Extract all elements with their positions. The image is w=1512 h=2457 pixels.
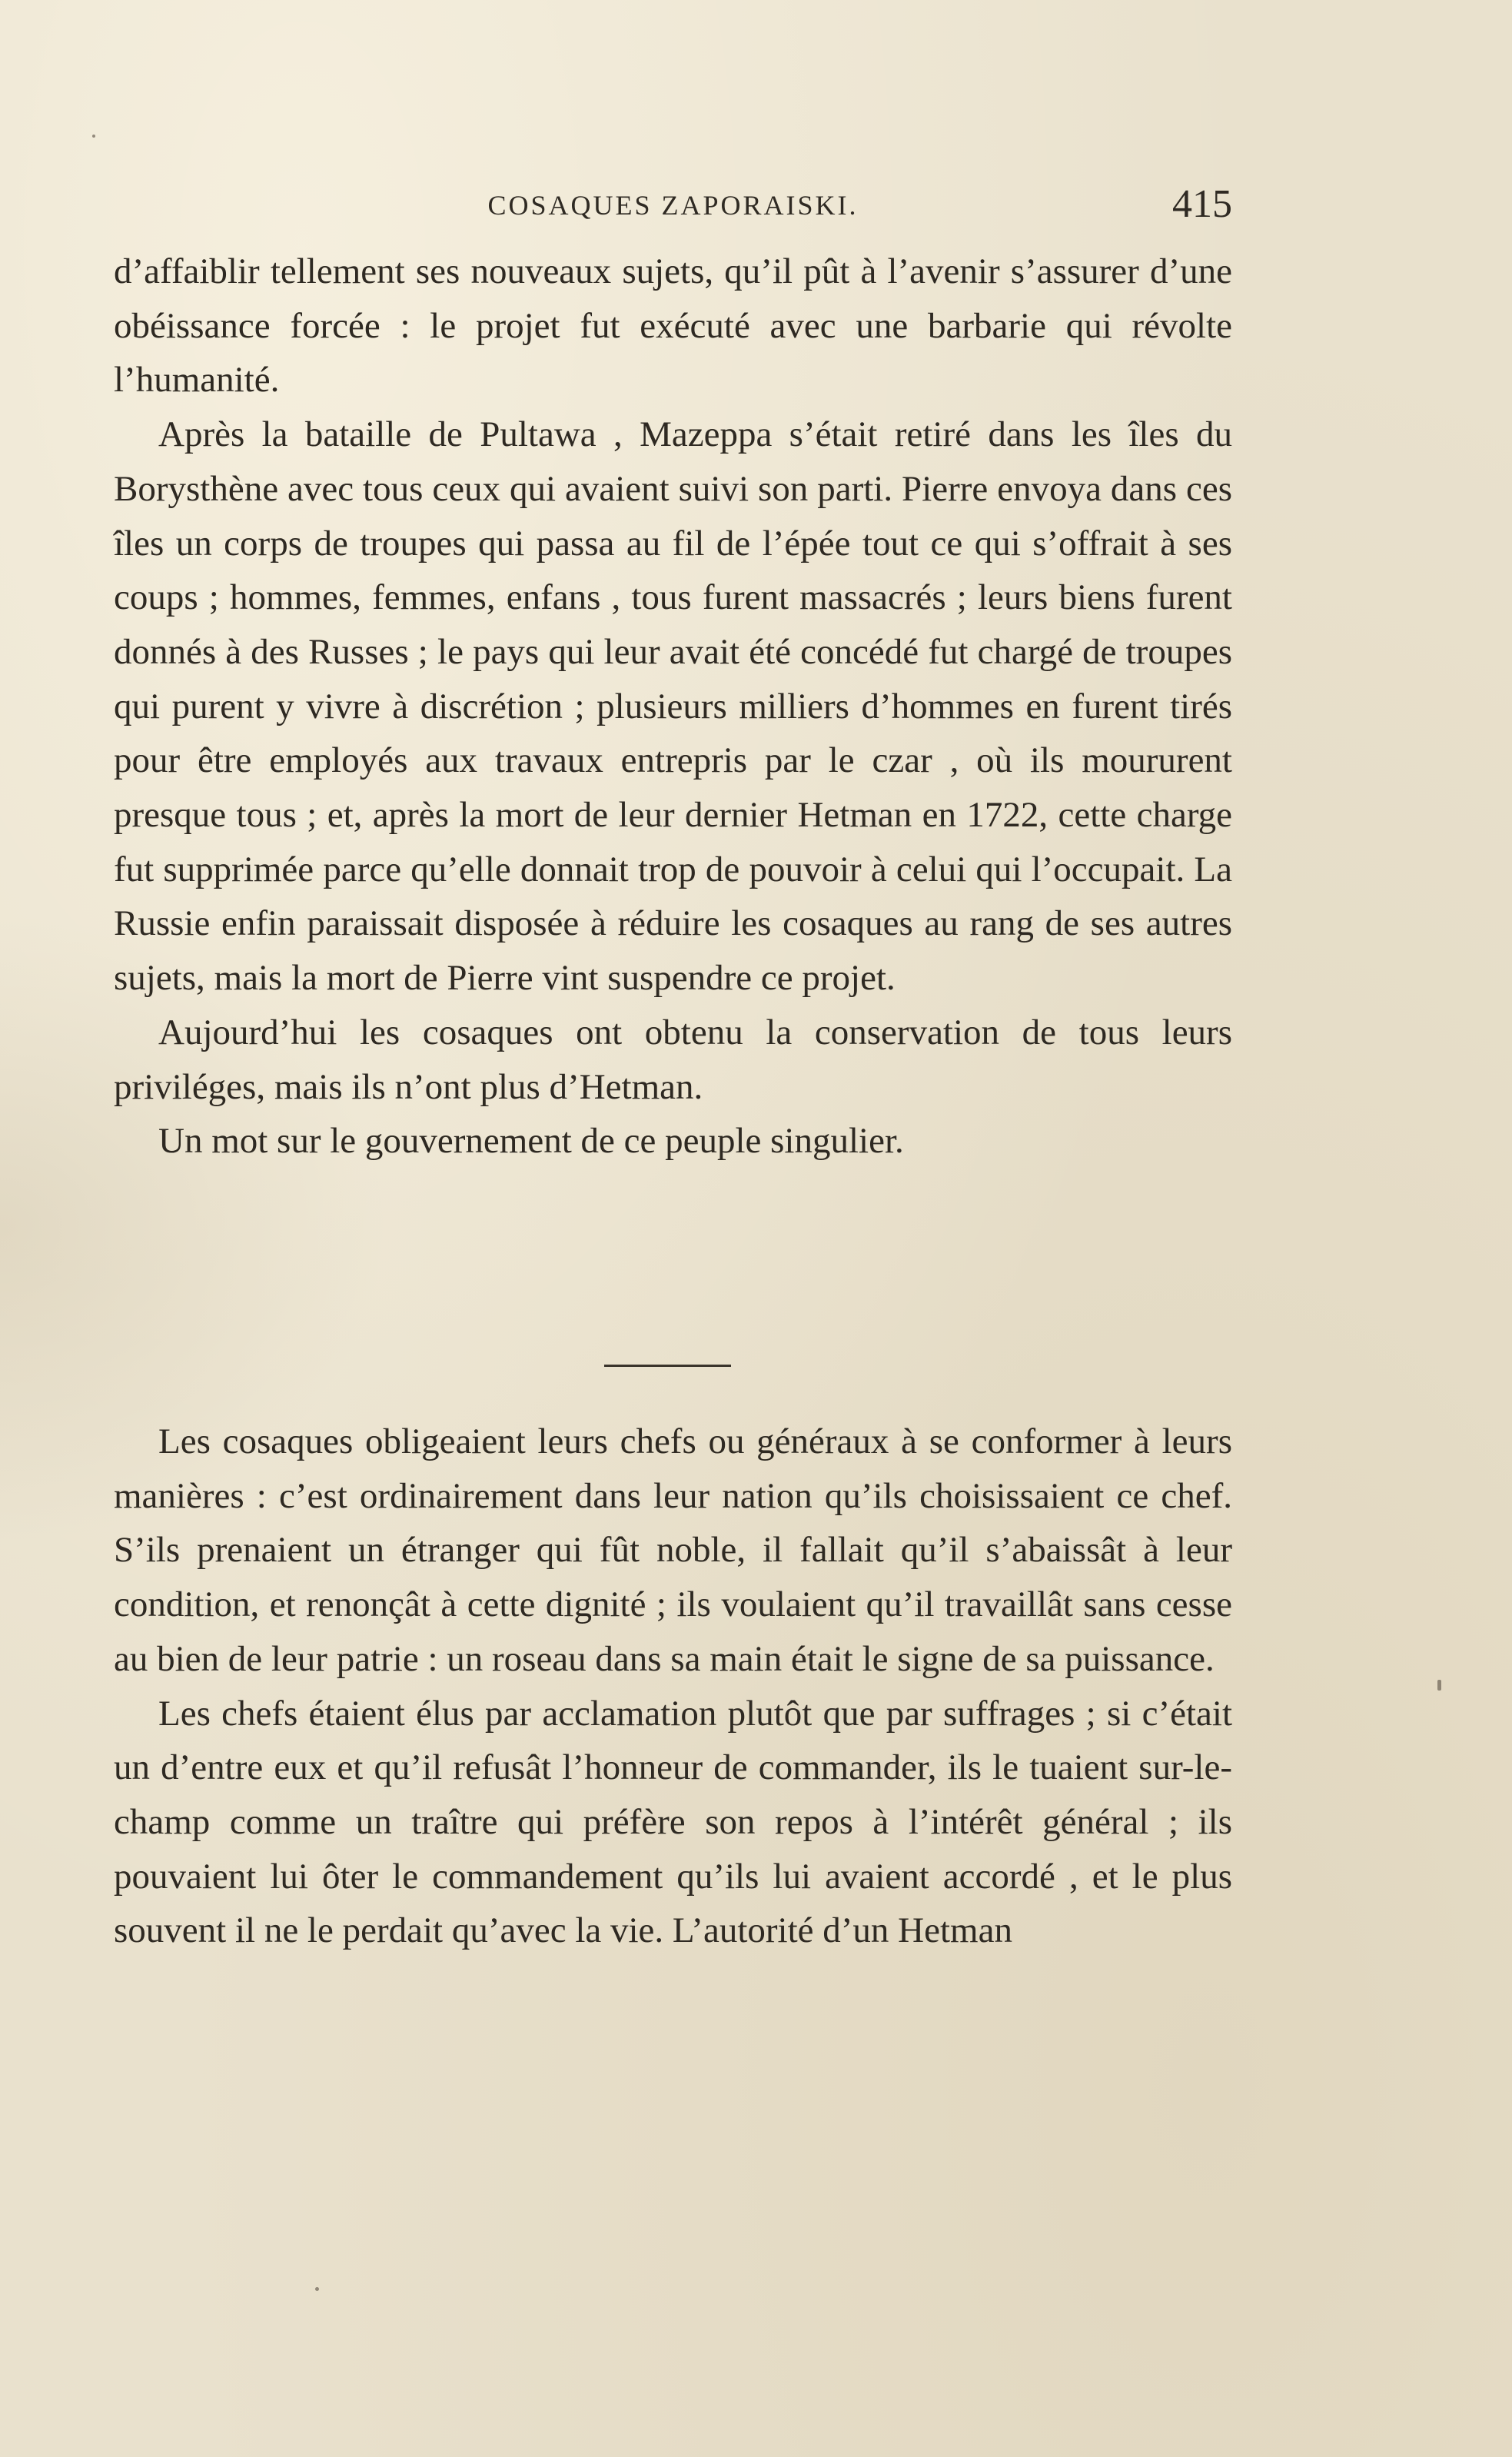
speck: [92, 135, 95, 138]
speck: [315, 2287, 319, 2291]
paragraph: Après la bataille de Pultawa , Mazeppa s’était retiré dans les îles du Borysthène avec tous ceux qui avaient suivi son parti. Pierre envoya dans ces îles un corps de troupes qui passa au fil de l’épée tout ce qui s’offrait à ses coups ; hommes, femmes, enfans , tous furent massacrés ; leurs biens furent donnés à des Russes ; le pays qui leur avait été concédé fut chargé de troupes qui purent y vivre à discrétion ; plusieurs milliers d’hommes en furent tirés pour être employés aux travaux entrepris par le czar , où ils moururent presque tous ; et, après la mort de leur dernier Hetman en 1722, cette charge fut supprimée parce qu’elle donnait trop de pouvoir à celui qui l’occupait. La Russie enfin paraissait disposée à réduire les cosaques au rang de ses autres sujets, mais la mort de Pierre vint suspendre ce projet.: [114, 414, 1232, 999]
paragraph: d’affaiblir tellement ses nouveaux sujets, qu’il pût à l’avenir s’assurer d’une obéissance forcée : le projet fut exécuté avec une barbarie qui révolte l’humanité.: [114, 251, 1232, 401]
paragraph: Un mot sur le gouvernement de ce peuple singulier.: [158, 1121, 904, 1162]
speck: [1437, 1680, 1441, 1691]
running-head: [114, 181, 1232, 235]
running-title: COSAQUES ZAPORAISKI.: [487, 190, 859, 221]
text-section-upper: [114, 244, 1232, 1169]
section-divider: [604, 1365, 731, 1367]
paragraph: Les cosaques obligeaient leurs chefs ou généraux à se conformer à leurs manières : c’est ordinairement dans leur nation qu’ils choisissaient ce chef. S’ils prenaient un étranger qui fût noble, il fallait qu’il s’abaissât à leur condition, et renonçât à cette dignité ; ils voulaient qu’il travaillât sans cesse au bien de leur patrie : un roseau dans sa main était le signe de sa puissance.: [114, 1421, 1232, 1679]
page-number: 415: [1172, 182, 1232, 226]
paragraph: Les chefs étaient élus par acclamation plutôt que par suffrages ; si c’était un d’entre eux et qu’il refusât l’honneur de commander, ils le tuaient sur-le-champ comme un traître qui préfère son repos à l’intérêt général ; ils pouvaient lui ôter le commandement qu’ils lui avaient accordé , et le plus souvent il ne le perdait qu’avec la vie. L’autorité d’un Hetman: [114, 1693, 1232, 1951]
text-section-lower: [114, 1415, 1232, 1958]
paragraph: Aujourd’hui les cosaques ont obtenu la conservation de tous leurs priviléges, mais ils n’ont plus d’Hetman.: [114, 1012, 1232, 1107]
